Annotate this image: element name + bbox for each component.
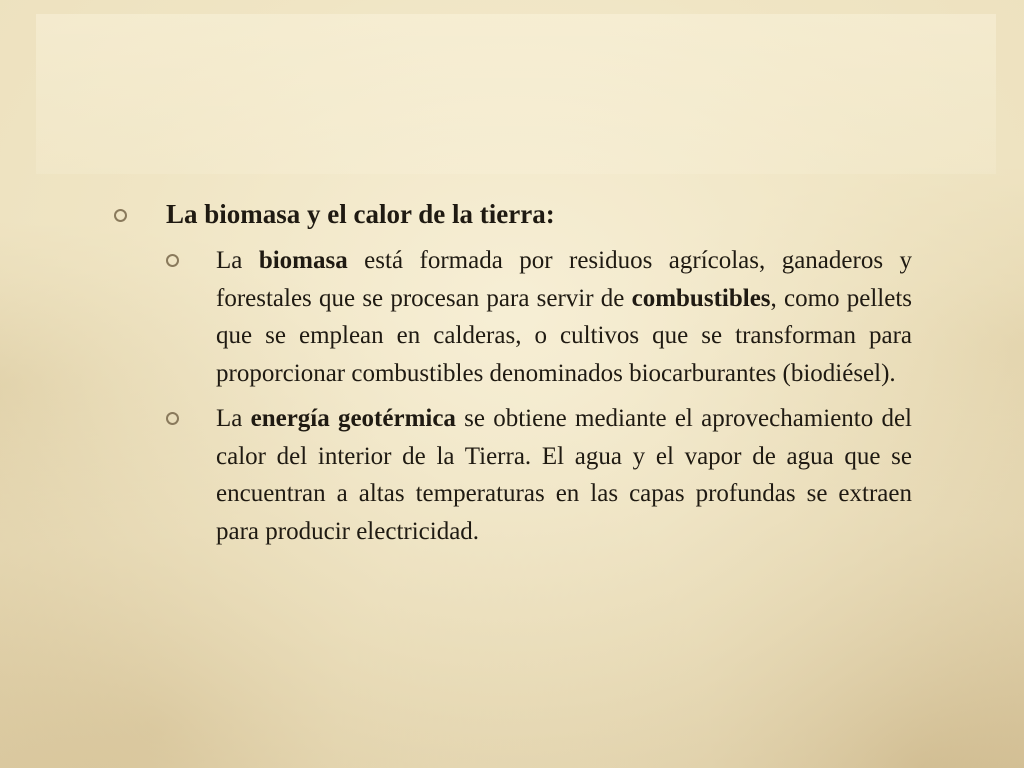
bullet-geotermica — [216, 400, 912, 550]
hollow-circle-icon — [166, 254, 179, 267]
combustibles-term: combustibles — [631, 284, 771, 312]
biomasa-term: biomasa — [258, 247, 348, 274]
geotermica-term: energía geotérmica — [250, 405, 456, 432]
slide-content — [110, 196, 912, 558]
hollow-circle-icon — [114, 209, 127, 222]
biomasa-text-2: está formada por residuos agrícolas, ganaderos y forestales que se procesan para servir de — [216, 247, 912, 312]
geotermica-text-2: se obtiene mediante el aprovechamiento del calor del interior de la Tierra. El agua y el vapor de agua que se encuentran a altas temperaturas en las capas profundas se extraen para producir electricidad. — [216, 405, 913, 545]
biomasa-text-1: La — [216, 247, 259, 274]
heading-text: La biomasa y el calor de la tierra: — [166, 199, 555, 229]
bullet-biomasa — [216, 242, 912, 392]
biomasa-text-3: , como pellets que se emplean en calderas, o cultivos que se transforman para proporcionar combustibles denominados biocarburantes (biodiésel). — [216, 284, 912, 387]
hollow-circle-icon — [166, 412, 179, 425]
title-placeholder-band — [36, 14, 996, 174]
geotermica-text-1: La — [216, 405, 251, 432]
bullet-heading — [110, 196, 912, 232]
